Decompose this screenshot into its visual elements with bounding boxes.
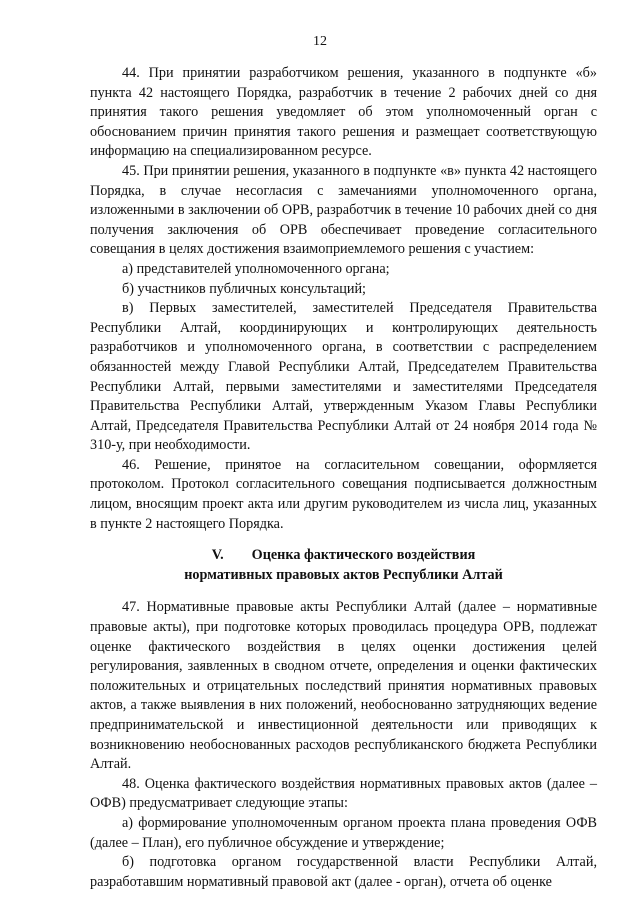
section-title-line-1: Оценка фактического воздействия [251,547,476,564]
paragraph-44: 44. При принятии разработчиком решения, указанного в подпункте «б» пункта 42 настоящего Порядка, разработчик в течение 2 рабочих дней со дня принятия такого решения уведомляет об этом уполномоченный орган с обоснованием причин принятия такого решения и размещает соответствующую информацию на специализированном ресурсе. [90,65,597,160]
page-number: 12 [313,34,327,49]
paragraph-48: 48. Оценка фактического воздействия нормативных правовых актов (далее – ОФВ) предусматривает следующие этапы: [90,775,597,812]
list-item-b: б) участников публичных консультаций; [122,280,366,297]
paragraph-46: 46. Решение, принятое на согласительном совещании, оформляется протоколом. Протокол согласительного совещания подписывается должностным лицом, вносящим проект акта или другим руководителем из числа лиц, указанных в пункте 2 настоящего Порядка. [90,456,597,532]
document-body [90,64,597,892]
section-title-line-2: нормативных правовых актов Республики Алтай [184,566,503,583]
section-heading [90,546,597,585]
section-heading-line-1 [90,546,597,566]
list-item-a: а) представителей уполномоченного органа; [122,260,390,277]
list-item-c: в) Первых заместителей, заместителей Председателя Правительства Республики Алтай, координирующих и контролирующих деятельность разработчиков и уполномоченного органа, в соответствии с распределением обязанностей между Главой Республики Алтай, Председателем Правительства Республики Алтай, первыми заместителями и заместителями Председателя Правительства Республики Алтай, утвержденным Указом Главы Республики Алтай, Председателя Правительства Республики Алтай от 24 ноября 2014 года № 310-у, при необходимости. [90,300,597,454]
section-number: V. [211,547,224,564]
paragraph-45: 45. При принятии решения, указанного в подпункте «в» пункта 42 настоящего Порядка, в случае несогласия с замечаниями уполномоченного органа, изложенными в заключении об ОРВ, разработчик в течение 10 рабочих дней со дня получения заключения об ОРВ обеспечивает проведение согласительного совещания в целях достижения взаимоприемлемого решения с участием: [90,162,597,258]
list-item-a-2: а) формирование уполномоченным органом проекта плана проведения ОФВ (далее – План), его публичное обсуждение и утверждение; [90,814,597,851]
list-item-b-2: б) подготовка органом государственной власти Республики Алтай, разработавшим нормативный правовой акт (далее - орган), отчета об оценке [90,854,597,890]
paragraph-47: 47. Нормативные правовые акты Республики Алтай (далее – нормативные правовые акты), при подготовке которых проводилась процедура ОРВ, подлежат оценке фактического воздействия в целях оценки достижения целей регулирования, заявленных в сводном отчете, определения и оценки фактических положительных и отрицательных последствий принятия нормативных правовых актов, а также выявления в них положений, необоснованно затрудняющих ведение предпринимательской и инвестиционной деятельности или приводящих к возникновению необоснованных расходов республиканского бюджета Республики Алтай. [90,599,597,773]
